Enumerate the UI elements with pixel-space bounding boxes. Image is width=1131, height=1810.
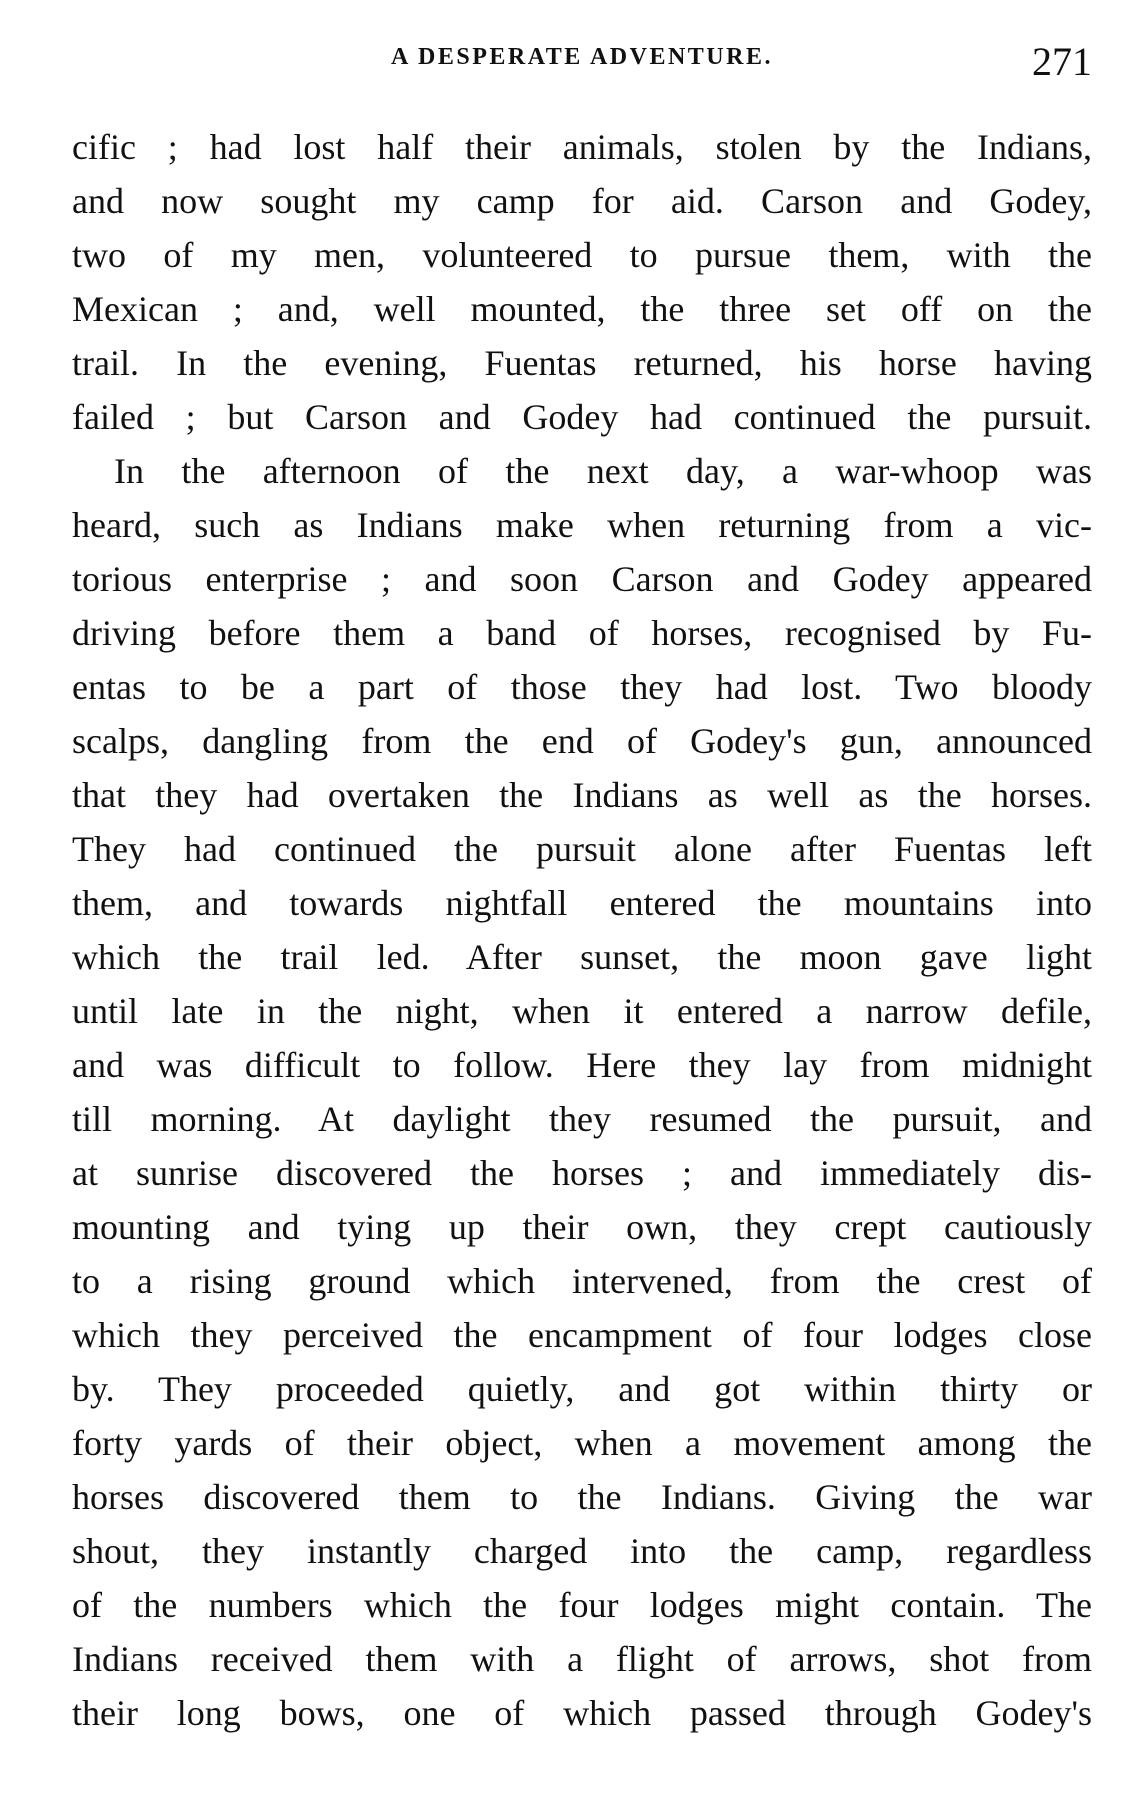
text-line: them, and towards nightfall entered the mountains into [72,883,1092,923]
text-line: They had continued the pursuit alone after Fuentas left [72,829,1092,869]
text-line: which the trail led. After sunset, the moon gave light [72,937,1092,977]
text-line: driving before them a band of horses, recognised by Fu- [72,613,1092,653]
text-line: Mexican ; and, well mounted, the three set off on the [72,289,1092,329]
text-line: and now sought my camp for aid. Carson and Godey, [72,181,1092,221]
text-line: trail. In the evening, Fuentas returned, his horse having [72,343,1092,383]
running-title: A DESPERATE ADVENTURE. [391,44,773,70]
text-line: two of my men, volunteered to pursue them, with the [72,235,1092,275]
text-line: scalps, dangling from the end of Godey's gun, announced [72,721,1092,761]
text-line: by. They proceeded quietly, and got within thirty or [72,1369,1092,1409]
text-line: forty yards of their object, when a movement among the [72,1423,1092,1463]
page-number: 271 [1032,39,1092,84]
text-line: entas to be a part of those they had lost. Two bloody [72,667,1092,707]
text-line: of the numbers which the four lodges might contain. The [72,1585,1092,1625]
text-line: to a rising ground which intervened, from the crest of [72,1261,1092,1301]
text-line: till morning. At daylight they resumed the pursuit, and [72,1099,1092,1139]
text-line: mounting and tying up their own, they crept cautiously [72,1207,1092,1247]
text-line: and was difficult to follow. Here they lay from midnight [72,1045,1092,1085]
text-line: their long bows, one of which passed through Godey's [72,1693,1092,1733]
text-line: torious enterprise ; and soon Carson and Godey appeared [72,559,1092,599]
text-line: failed ; but Carson and Godey had continued the pursuit. [72,397,1092,437]
text-line: which they perceived the encampment of four lodges close [72,1315,1092,1355]
text-line: shout, they instantly charged into the camp, regardless [72,1531,1092,1571]
running-head [72,38,1092,88]
body-text [72,120,1092,1740]
paragraph-first-line: In the afternoon of the next day, a war-whoop was [114,451,1092,491]
text-line: horses discovered them to the Indians. Giving the war [72,1477,1092,1517]
text-line: that they had overtaken the Indians as well as the horses. [72,775,1092,815]
text-line: heard, such as Indians make when returning from a vic- [72,505,1092,545]
text-line: Indians received them with a flight of arrows, shot from [72,1639,1092,1679]
text-line: at sunrise discovered the horses ; and immediately dis- [72,1153,1092,1193]
text-line: until late in the night, when it entered a narrow defile, [72,991,1092,1031]
text-line: cific ; had lost half their animals, stolen by the Indians, [72,127,1092,167]
